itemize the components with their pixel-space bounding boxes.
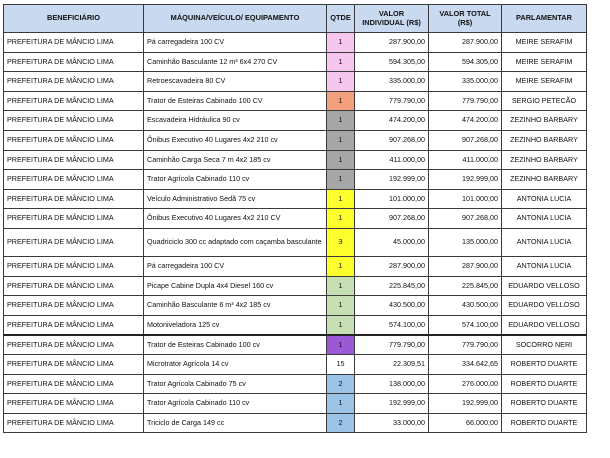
valor-individual-cell: 33.000,00 [355, 413, 429, 433]
table-row [4, 52, 587, 72]
parlamentar-cell: ZEZINHO BARBARY [502, 130, 587, 150]
valor-individual-cell: 779.790,00 [355, 335, 429, 355]
header-equipamento: MÁQUINA/VEÍCULO/ EQUIPAMENTO [144, 5, 327, 33]
valor-individual-cell: 907.268,00 [355, 130, 429, 150]
valor-individual-cell: 192.999,00 [355, 170, 429, 190]
valor-total-cell: 225.845,00 [429, 276, 502, 296]
beneficiario-cell: PREFEITURA DE MÂNCIO LIMA [4, 374, 144, 394]
beneficiario-cell: PREFEITURA DE MÂNCIO LIMA [4, 315, 144, 335]
parlamentar-cell: ANTONIA LUCIA [502, 209, 587, 229]
valor-total-cell: 474.200,00 [429, 111, 502, 131]
table-row [4, 130, 587, 150]
beneficiario-cell: PREFEITURA DE MÂNCIO LIMA [4, 52, 144, 72]
valor-individual-cell: 101.000,00 [355, 189, 429, 209]
beneficiario-cell: PREFEITURA DE MÂNCIO LIMA [4, 209, 144, 229]
valor-individual-cell: 22.309,51 [355, 354, 429, 374]
equipamento-cell: Caminhão Carga Seca 7 m 4x2 185 cv [144, 150, 327, 170]
valor-total-cell: 430.500,00 [429, 296, 502, 316]
valor-individual-cell: 335.000,00 [355, 72, 429, 92]
valor-individual-cell: 411.000,00 [355, 150, 429, 170]
valor-total-cell: 779.790,00 [429, 91, 502, 111]
beneficiario-cell: PREFEITURA DE MÂNCIO LIMA [4, 335, 144, 355]
valor-total-cell: 276.000,00 [429, 374, 502, 394]
beneficiario-cell: PREFEITURA DE MÂNCIO LIMA [4, 354, 144, 374]
equipamento-cell: Pá carregadeira 100 CV [144, 256, 327, 276]
table-row [4, 170, 587, 190]
equipamento-cell: Ônibus Executivo 40 Lugares 4x2 210 CV [144, 209, 327, 229]
table-row [4, 394, 587, 414]
equipamento-cell: Microtrator Agrícola 14 cv [144, 354, 327, 374]
table-row [4, 72, 587, 92]
beneficiario-cell: PREFEITURA DE MÂNCIO LIMA [4, 256, 144, 276]
equipamento-cell: Escavadeira Hidráulica 90 cv [144, 111, 327, 131]
valor-total-cell: 779.790,00 [429, 335, 502, 355]
qtde-cell: 1 [327, 91, 355, 111]
equipamento-cell: Trator de Esteiras Cabinado 100 cv [144, 335, 327, 355]
valor-individual-cell: 907.268,00 [355, 209, 429, 229]
valor-individual-cell: 192.999,00 [355, 394, 429, 414]
qtde-cell: 15 [327, 354, 355, 374]
valor-total-cell: 411.000,00 [429, 150, 502, 170]
header-qtde: QTDE [327, 5, 355, 33]
parlamentar-cell: ANTONIA LUCIA [502, 189, 587, 209]
qtde-cell: 1 [327, 33, 355, 53]
qtde-cell: 3 [327, 228, 355, 256]
table-row [4, 276, 587, 296]
qtde-cell: 1 [327, 150, 355, 170]
qtde-cell: 1 [327, 296, 355, 316]
parlamentar-cell: SERGIO PETECÃO [502, 91, 587, 111]
equipamento-cell: Triciclo de Carga 149 cc [144, 413, 327, 433]
valor-individual-cell: 474.200,00 [355, 111, 429, 131]
beneficiario-cell: PREFEITURA DE MÂNCIO LIMA [4, 33, 144, 53]
valor-individual-cell: 594.305,00 [355, 52, 429, 72]
valor-individual-cell: 138.000,00 [355, 374, 429, 394]
table-row [4, 374, 587, 394]
qtde-cell: 1 [327, 209, 355, 229]
header-beneficiario: BENEFICIÁRIO [4, 5, 144, 33]
equipamento-cell: Trator Agrícola Cabinado 110 cv [144, 394, 327, 414]
table-row [4, 315, 587, 335]
table-row [4, 189, 587, 209]
beneficiario-cell: PREFEITURA DE MÂNCIO LIMA [4, 394, 144, 414]
parlamentar-cell: ANTONIA LUCIA [502, 256, 587, 276]
equipamento-cell: Quadriciclo 300 cc adaptado com caçamba basculante [144, 228, 327, 256]
table-row [4, 209, 587, 229]
beneficiario-cell: PREFEITURA DE MÂNCIO LIMA [4, 130, 144, 150]
document-page [3, 4, 586, 433]
parlamentar-cell: SOCORRO NERI [502, 335, 587, 355]
table-body [4, 33, 587, 433]
table-row [4, 296, 587, 316]
valor-individual-cell: 574.100,00 [355, 315, 429, 335]
equipamento-cell: Caminhão Basculante 12 m³ 6x4 270 CV [144, 52, 327, 72]
valor-total-cell: 192.999,00 [429, 394, 502, 414]
table-row [4, 335, 587, 355]
qtde-cell: 1 [327, 189, 355, 209]
valor-total-cell: 907.268,00 [429, 130, 502, 150]
beneficiario-cell: PREFEITURA DE MÂNCIO LIMA [4, 189, 144, 209]
beneficiario-cell: PREFEITURA DE MÂNCIO LIMA [4, 228, 144, 256]
equipamento-cell: Pá carregadeira 100 CV [144, 33, 327, 53]
valor-total-cell: 135.000,00 [429, 228, 502, 256]
valor-individual-cell: 430.500,00 [355, 296, 429, 316]
beneficiario-cell: PREFEITURA DE MÂNCIO LIMA [4, 72, 144, 92]
beneficiario-cell: PREFEITURA DE MÂNCIO LIMA [4, 111, 144, 131]
table-row [4, 413, 587, 433]
qtde-cell: 1 [327, 335, 355, 355]
equipamento-cell: Retroescavadeira 80 CV [144, 72, 327, 92]
parlamentar-cell: ZEZINHO BARBARY [502, 170, 587, 190]
qtde-cell: 1 [327, 52, 355, 72]
equipamento-cell: Motoniveladora 125 cv [144, 315, 327, 335]
parlamentar-cell: ROBERTO DUARTE [502, 374, 587, 394]
table-row [4, 111, 587, 131]
parlamentar-cell: ROBERTO DUARTE [502, 413, 587, 433]
qtde-cell: 1 [327, 276, 355, 296]
header-parlamentar: PARLAMENTAR [502, 5, 587, 33]
qtde-cell: 1 [327, 130, 355, 150]
valor-total-cell: 335.000,00 [429, 72, 502, 92]
parlamentar-cell: MEIRE SERAFIM [502, 33, 587, 53]
valor-individual-cell: 225.845,00 [355, 276, 429, 296]
parlamentar-cell: ROBERTO DUARTE [502, 394, 587, 414]
parlamentar-cell: EDUARDO VELLOSO [502, 315, 587, 335]
parlamentar-cell: ANTONIA LUCIA [502, 228, 587, 256]
table-row [4, 228, 587, 256]
parlamentar-cell: MEIRE SERAFIM [502, 72, 587, 92]
valor-total-cell: 574.100,00 [429, 315, 502, 335]
qtde-cell: 1 [327, 170, 355, 190]
equipamento-cell: Trator de Esteiras Cabinado 100 CV [144, 91, 327, 111]
valor-total-cell: 594.305,00 [429, 52, 502, 72]
beneficiario-cell: PREFEITURA DE MÂNCIO LIMA [4, 296, 144, 316]
qtde-cell: 1 [327, 394, 355, 414]
parlamentar-cell: ZEZINHO BARBARY [502, 111, 587, 131]
parlamentar-cell: ZEZINHO BARBARY [502, 150, 587, 170]
table-row [4, 256, 587, 276]
valor-total-cell: 192.999,00 [429, 170, 502, 190]
valor-individual-cell: 287.900,00 [355, 33, 429, 53]
equipamento-cell: Picape Cabine Dupla 4x4 Diesel 160 cv [144, 276, 327, 296]
beneficiario-cell: PREFEITURA DE MÂNCIO LIMA [4, 91, 144, 111]
table-row [4, 33, 587, 53]
parlamentar-cell: MEIRE SERAFIM [502, 52, 587, 72]
equipamento-cell: Trator Agrícola Cabinado 110 cv [144, 170, 327, 190]
equipment-table [3, 4, 587, 433]
valor-total-cell: 334.642,65 [429, 354, 502, 374]
qtde-cell: 1 [327, 315, 355, 335]
beneficiario-cell: PREFEITURA DE MÂNCIO LIMA [4, 150, 144, 170]
equipamento-cell: Caminhão Basculante 6 m³ 4x2 185 cv [144, 296, 327, 316]
header-valor-individual: VALOR INDIVIDUAL (R$) [355, 5, 429, 33]
parlamentar-cell: ROBERTO DUARTE [502, 354, 587, 374]
valor-total-cell: 907.268,00 [429, 209, 502, 229]
valor-total-cell: 66.000,00 [429, 413, 502, 433]
valor-individual-cell: 287.900,00 [355, 256, 429, 276]
table-row [4, 150, 587, 170]
table-row [4, 91, 587, 111]
equipamento-cell: Ônibus Executivo 40 Lugares 4x2 210 cv [144, 130, 327, 150]
qtde-cell: 1 [327, 111, 355, 131]
valor-total-cell: 287.900,00 [429, 256, 502, 276]
beneficiario-cell: PREFEITURA DE MÂNCIO LIMA [4, 170, 144, 190]
equipamento-cell: Veículo Administrativo Sedã 75 cv [144, 189, 327, 209]
equipamento-cell: Trator Agrícola Cabinado 75 cv [144, 374, 327, 394]
beneficiario-cell: PREFEITURA DE MÂNCIO LIMA [4, 413, 144, 433]
table-row [4, 354, 587, 374]
qtde-cell: 2 [327, 374, 355, 394]
beneficiario-cell: PREFEITURA DE MÂNCIO LIMA [4, 276, 144, 296]
qtde-cell: 1 [327, 256, 355, 276]
header-valor-total: VALOR TOTAL (R$) [429, 5, 502, 33]
parlamentar-cell: EDUARDO VELLOSO [502, 296, 587, 316]
qtde-cell: 1 [327, 72, 355, 92]
valor-total-cell: 101.000,00 [429, 189, 502, 209]
valor-total-cell: 287.900,00 [429, 33, 502, 53]
parlamentar-cell: EDUARDO VELLOSO [502, 276, 587, 296]
qtde-cell: 2 [327, 413, 355, 433]
table-header-row [4, 5, 587, 33]
valor-individual-cell: 45.000,00 [355, 228, 429, 256]
valor-individual-cell: 779.790,00 [355, 91, 429, 111]
